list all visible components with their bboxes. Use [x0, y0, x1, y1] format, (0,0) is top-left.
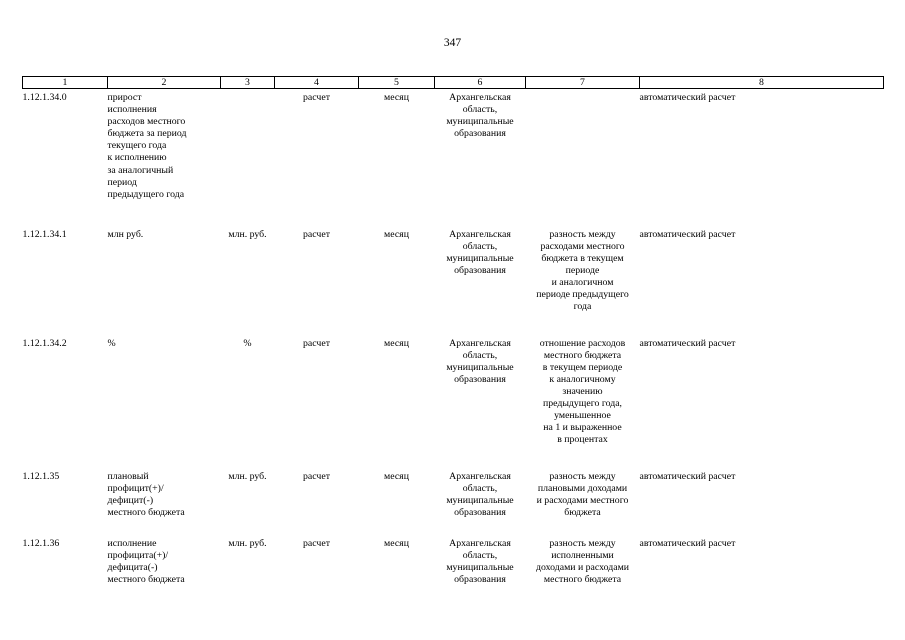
indicator-name: прирост исполнения расходов местного бюджета за период текущего года к исполнению за аналогичный период предыдущего года: [107, 92, 187, 200]
source-cell: автоматический расчет: [639, 470, 736, 482]
territory-cell: Архангельская область, муниципальные образования: [446, 470, 514, 518]
header-cell: 4: [275, 77, 359, 89]
unit-cell: млн. руб.: [228, 470, 267, 482]
indicator-code: 1.12.1.34.1: [22, 228, 67, 240]
header-cell: 5: [359, 77, 435, 89]
column-number-header: [23, 77, 884, 89]
indicator-name: исполнение профицита(+)/ дефицита(-) местного бюджета: [107, 537, 185, 585]
indicator-code: 1.12.1.35: [22, 470, 60, 482]
method-cell: расчет: [303, 537, 330, 549]
territory-cell: Архангельская область, муниципальные образования: [446, 337, 514, 385]
source-cell: автоматический расчет: [639, 228, 736, 240]
source-cell: автоматический расчет: [639, 337, 736, 349]
formula-cell: разность между расходами местного бюджета в текущем периоде и аналогичном периоде предыдущего года: [536, 228, 629, 313]
formula-cell: разность между исполненными доходами и расходами местного бюджета: [535, 537, 630, 585]
period-cell: месяц: [384, 228, 409, 240]
table-row: [23, 226, 884, 335]
unit-cell: млн. руб.: [228, 228, 267, 240]
territory-cell: Архангельская область, муниципальные образования: [446, 92, 514, 140]
table-row: [23, 89, 884, 226]
header-cell: 3: [221, 77, 275, 89]
period-cell: месяц: [384, 92, 409, 103]
indicator-code: 1.12.1.34.0: [22, 92, 67, 103]
period-cell: месяц: [384, 337, 409, 349]
unit-cell: млн. руб.: [228, 537, 267, 549]
header-cell: 8: [640, 77, 884, 89]
territory-cell: Архангельская область, муниципальные образования: [446, 537, 514, 585]
method-cell: расчет: [303, 92, 330, 103]
source-cell: автоматический расчет: [639, 537, 736, 549]
formula-cell: отношение расходов местного бюджета в текущем периоде к аналогичному значению предыдущего года, уменьшенное на 1 и выраженное в процентах: [539, 337, 626, 446]
method-cell: расчет: [303, 337, 330, 349]
header-cell: 1: [23, 77, 108, 89]
indicator-name: плановый профицит(+)/ дефицит(-) местного бюджета: [107, 470, 185, 518]
indicator-table: [22, 76, 884, 595]
formula-cell: [526, 89, 640, 226]
header-cell: 2: [108, 77, 221, 89]
method-cell: расчет: [303, 228, 330, 240]
indicator-code: 1.12.1.34.2: [22, 337, 67, 349]
indicator-name: %: [107, 337, 116, 349]
unit-cell: [221, 89, 275, 226]
header-cell: 7: [526, 77, 640, 89]
indicator-code: 1.12.1.36: [22, 537, 60, 549]
territory-cell: Архангельская область, муниципальные образования: [446, 228, 514, 276]
method-cell: расчет: [303, 470, 330, 482]
formula-cell: разность между плановыми доходами и расходами местного бюджета: [536, 470, 629, 518]
indicator-name: млн руб.: [107, 228, 144, 240]
header-cell: 6: [435, 77, 526, 89]
period-cell: месяц: [384, 537, 409, 549]
source-cell: автоматический расчет: [639, 92, 736, 103]
page-number: 347: [443, 37, 462, 49]
period-cell: месяц: [384, 470, 409, 482]
unit-cell: %: [243, 337, 252, 349]
table-row: [23, 468, 884, 535]
table-row: [23, 335, 884, 468]
table-row: [23, 535, 884, 595]
